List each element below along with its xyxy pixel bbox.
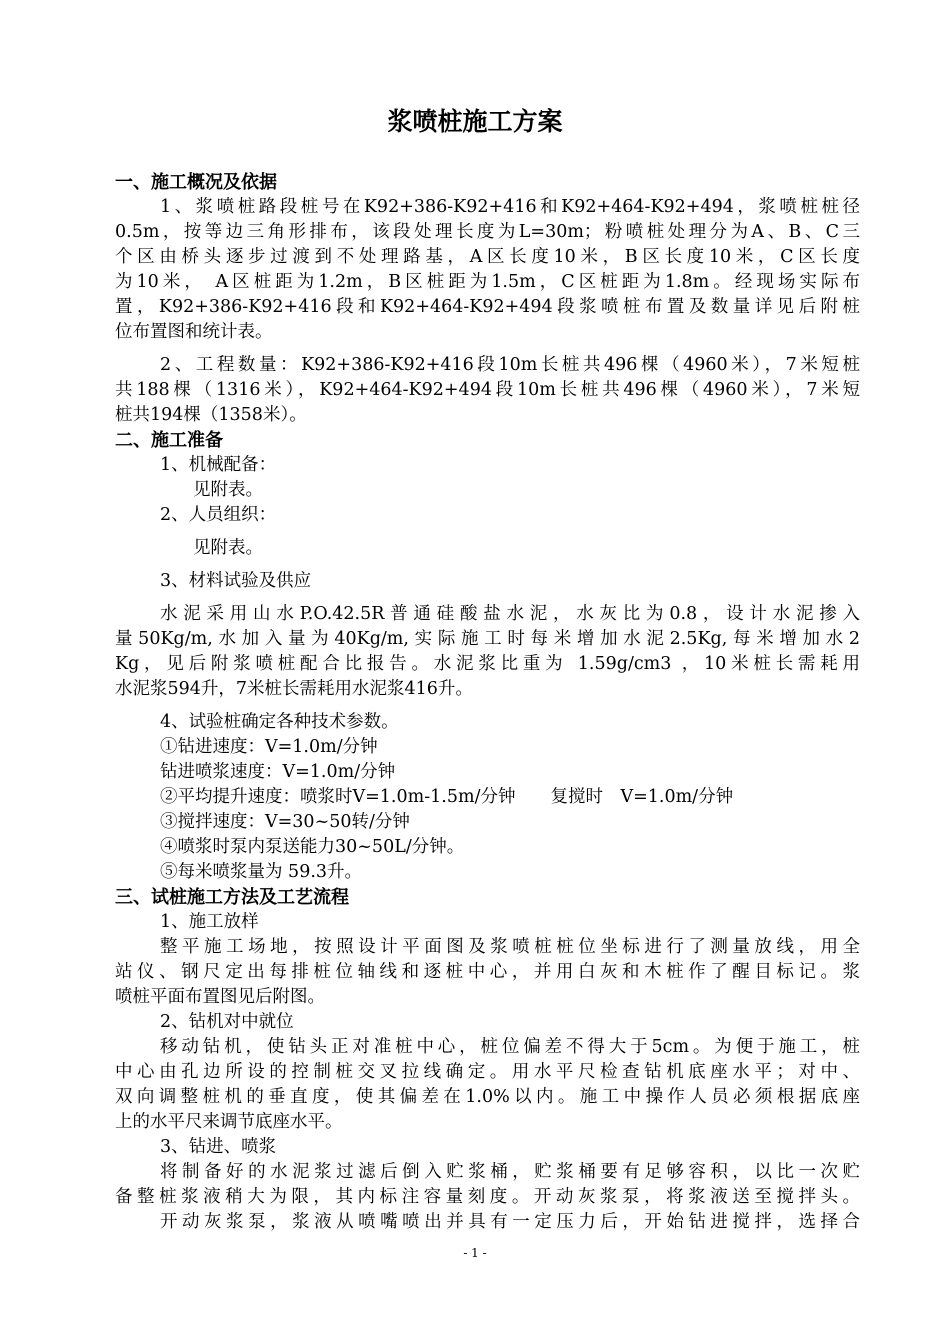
body-line: ④喷浆时泵内泵送能力30~50L/分钟。 <box>160 837 465 857</box>
body-line: 2、工程数量：K92+386-K92+416段10m长桩共496棵（4960米），7米短桩 <box>160 355 860 375</box>
body-line: 为10米， A区桩距为1.2m，B区桩距为1.5m，C区桩距为1.8m。经现场实际布 <box>115 272 860 292</box>
body-line: 整平施工场地，按照设计平面图及浆喷桩桩位坐标进行了测量放线，用全 <box>160 937 860 957</box>
body-line: 4、试验桩确定各种技术参数。 <box>160 712 399 732</box>
document-body <box>115 170 860 1235</box>
body-line: Kg，见后附浆喷桩配合比报告。水泥浆比重为 1.59g/cm3 ，10米桩长需耗用 <box>115 654 860 674</box>
body-line: 上的水平尺来调节底座水平。 <box>115 1112 343 1132</box>
body-line: 桩共194棵（1358米）。 <box>115 405 307 425</box>
body-line: 钻进喷浆速度：V=1.0m/分钟 <box>160 762 396 782</box>
body-line: 位布置图和统计表。 <box>115 322 273 342</box>
body-line: ⑤每米喷浆量为 59.3升。 <box>160 862 363 882</box>
body-line: 1、机械配备： <box>160 455 277 475</box>
body-line: 见附表。 <box>193 538 263 558</box>
section-heading: 一、施工概况及依据 <box>115 172 277 193</box>
section-heading: 二、施工准备 <box>115 430 223 451</box>
body-line: 中心由孔边所设的控制桩交叉拉线确定。用水平尺检查钻机底座水平；对中、 <box>115 1062 860 1082</box>
body-line: 个区由桥头逐步过渡到不处理路基，A区长度10米，B区长度10米，C区长度 <box>115 247 860 267</box>
body-line: 移动钻机，使钻头正对准桩中心，桩位偏差不得大于5cm。为便于施工，桩 <box>160 1037 860 1057</box>
body-line: 水泥采用山水P.O.42.5R普通硅酸盐水泥，水灰比为0.8，设计水泥掺入 <box>160 604 860 624</box>
body-line: 共188棵（1316米），K92+464-K92+494段10m长桩共496棵（4960米），7米短 <box>115 380 860 400</box>
body-line: 2、钻机对中就位 <box>160 1012 294 1032</box>
body-line: 置，K92+386-K92+416段和K92+464-K92+494段浆喷桩布置及数量详见后附桩 <box>115 297 860 317</box>
body-line: 2、人员组织： <box>160 505 277 525</box>
body-line: 见附表。 <box>193 480 263 500</box>
body-line: 将制备好的水泥浆过滤后倒入贮浆桶，贮浆桶要有足够容积，以比一次贮 <box>160 1162 860 1182</box>
body-line: 站仪、钢尺定出每排桩位轴线和逐桩中心，并用白灰和木桩作了醒目标记。浆 <box>115 962 860 982</box>
document-title: 浆喷桩施工方案 <box>387 107 563 136</box>
body-line: ②平均提升速度：喷浆时V=1.0m-1.5m/分钟 复搅时 V=1.0m/分钟 <box>160 787 734 807</box>
body-line: 1、施工放样 <box>160 912 259 932</box>
page-number: - 1 - <box>463 1246 487 1260</box>
body-line: 量50Kg/m,水加入量为40Kg/m,实际施工时每米增加水泥2.5Kg,每米增加水2 <box>115 629 860 649</box>
body-line: ③搅拌速度：V=30~50转/分钟 <box>160 812 410 832</box>
body-line: 0.5m，按等边三角形排布，该段处理长度为L=30m；粉喷桩处理分为A、B、C三 <box>115 222 860 242</box>
body-line: 开动灰浆泵，浆液从喷嘴喷出并具有一定压力后，开始钻进搅拌，选择合 <box>160 1212 860 1232</box>
body-line: 1、浆喷桩路段桩号在K92+386-K92+416和K92+464-K92+494，浆喷桩桩径 <box>160 197 860 217</box>
body-line: 备整桩浆液稍大为限，其内标注容量刻度。开动灰浆泵，将浆液送至搅拌头。 <box>115 1187 860 1207</box>
section-heading: 三、试桩施工方法及工艺流程 <box>115 887 349 908</box>
body-line: 3、钻进、喷浆 <box>160 1137 277 1157</box>
body-line: 双向调整桩机的垂直度，使其偏差在1.0%以内。施工中操作人员必须根据底座 <box>115 1087 860 1107</box>
body-line: 3、材料试验及供应 <box>160 571 312 591</box>
body-line: ①钻进速度：V=1.0m/分钟 <box>160 737 378 757</box>
body-line: 喷桩平面布置图见后附图。 <box>115 987 325 1007</box>
body-line: 水泥浆594升，7米桩长需耗用水泥浆416升。 <box>115 679 473 699</box>
